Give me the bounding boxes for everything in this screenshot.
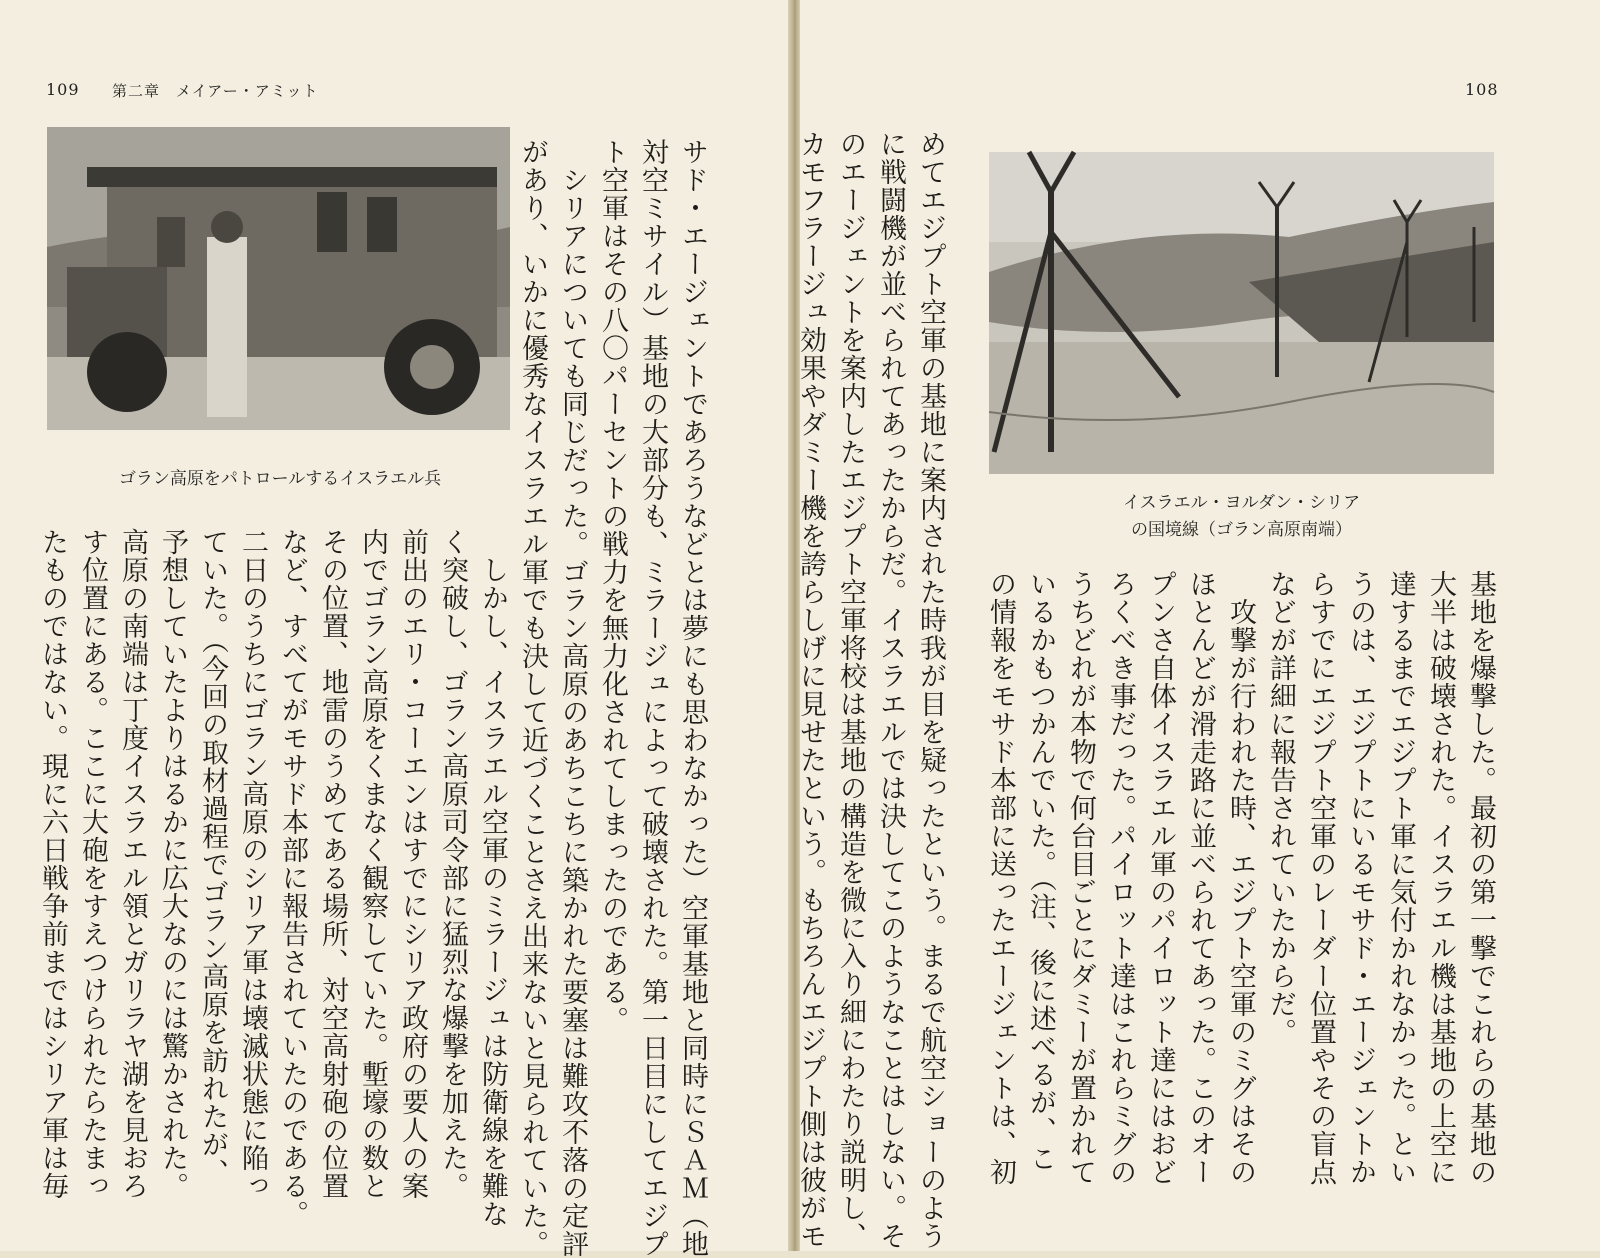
border-fence-photo xyxy=(989,152,1494,474)
text-column-left-lower-5: その位置、地雷のうめてある場所、対空高射砲の位置 xyxy=(317,528,348,1200)
text-column-left-lower-11: す位置にある。ここに大砲をすえつけられたらたまっ xyxy=(77,528,108,1200)
text-column-right-lower-8: ほとんどが滑走路に並べられてあった。このオー xyxy=(1185,570,1216,1186)
left-page xyxy=(0,0,788,1258)
text-column-left-upper-5: があり、いかに優秀なイスラエル軍でも決して近づくことさえ出来ないと見られていた。 xyxy=(517,138,548,1258)
text-column-right-lower-9: プンさ自体イスラエル軍のパイロット達にはおど xyxy=(1145,570,1176,1186)
text-column-left-lower-12: たものではない。現に六日戦争前まではシリア軍は毎 xyxy=(37,528,68,1200)
text-column-right-upper-3: のエージェントを案内したエジプト空軍将校は基地の構造を微に入り細にわたり説明し、 xyxy=(835,130,866,1250)
text-column-right-lower-1: 基地を爆撃した。最初の第一撃でこれらの基地の xyxy=(1465,570,1496,1186)
right-page xyxy=(795,0,1600,1251)
text-column-left-lower-9: 予想していたよりはるかに広大なのには驚かされた。 xyxy=(157,528,188,1200)
text-column-right-lower-11: うちどれが本物で何台目ごとにダミーが置かれて xyxy=(1065,570,1096,1186)
text-column-right-lower-4: うのは、エジプトにいるモサド・エージェントか xyxy=(1345,570,1376,1186)
text-column-right-lower-10: ろくべき事だった。パイロット達はこれらミグの xyxy=(1105,570,1136,1186)
text-column-left-lower-1: しかし、イスラエル空軍のミラージュは防衛線を難な xyxy=(477,528,508,1228)
page-number-left: 109 xyxy=(46,80,80,99)
patrol-photo xyxy=(47,127,510,430)
text-column-right-lower-6: などが詳細に報告されていたからだ。 xyxy=(1265,570,1296,1046)
text-column-right-lower-5: らすでにエジプト空軍のレーダー位置やその盲点 xyxy=(1305,570,1336,1186)
text-column-left-lower-2: く突破し、ゴラン高原司令部に猛烈な爆撃を加えた。 xyxy=(437,528,468,1200)
patrol-photo-caption: ゴラン高原をパトロールするイスラエル兵 xyxy=(118,469,442,489)
text-column-right-lower-2: 大半は破壊された。イスラエル機は基地の上空に xyxy=(1425,570,1456,1186)
text-column-right-lower-13: の情報をモサド本部に送ったエージェントは、初 xyxy=(985,570,1016,1186)
text-column-left-upper-4: シリアについても同じだった。ゴラン高原のあちこちに築かれた要塞は難攻不落の定評 xyxy=(557,138,588,1258)
text-column-right-lower-7: 攻撃が行われた時、エジプト空軍のミグはその xyxy=(1225,570,1256,1186)
text-column-right-lower-3: 達するまでエジプト軍に気付かれなかった。とい xyxy=(1385,570,1416,1186)
text-column-left-upper-3: ト空軍はその八〇パーセントの戦力を無力化されてしまったのである。 xyxy=(597,138,628,1034)
text-column-left-upper-1: サド・エージェントであろうなどとは夢にも思わなかった）空軍基地と同時にＳＡＭ（地 xyxy=(677,138,708,1258)
border-fence-photo-caption-line2: の国境線（ゴラン高原南端） xyxy=(1131,520,1352,540)
text-column-left-lower-8: ていた。（今回の取材過程でゴラン高原を訪れたが、 xyxy=(197,528,228,1187)
text-column-right-upper-2: に戦闘機が並べられてあったからだ。イスラエルでは決してこのようなことはしない。そ xyxy=(875,130,906,1250)
text-column-left-lower-7: 二日のうちにゴラン高原のシリア軍は壊滅状態に陥っ xyxy=(237,528,268,1200)
running-head: 第二章 メイアー・アミット xyxy=(112,82,319,100)
text-column-right-upper-4: カモフラージュ効果やダミー機を誇らしげに見せたという。もちろんエジプト側は彼がモ xyxy=(795,130,826,1250)
text-column-right-lower-12: いるかもつかんでいた。（注、後に述べるが、こ xyxy=(1025,570,1056,1173)
text-column-left-lower-6: など、すべてがモサド本部に報告されていたのである。 xyxy=(277,528,308,1228)
text-column-left-lower-10: 高原の南端は丁度イスラエル領とガリラヤ湖を見おろ xyxy=(117,528,148,1200)
text-column-left-lower-4: 内でゴラン高原をくまなく観察していた。塹壕の数と xyxy=(357,528,388,1200)
text-column-left-lower-3: 前出のエリ・コーエンはすでにシリア政府の要人の案 xyxy=(397,528,428,1200)
border-fence-photo-caption-line1: イスラエル・ヨルダン・シリア xyxy=(1122,493,1361,513)
text-column-left-upper-2: 対空ミサイル）基地の大部分も、ミラージュによって破壊された。第一日目にしてエジプ xyxy=(637,138,668,1258)
page-number-right: 108 xyxy=(1465,80,1499,99)
text-column-right-upper-1: めてエジプト空軍の基地に案内された時我が目を疑ったという。まるで航空ショーのよう xyxy=(915,130,946,1250)
